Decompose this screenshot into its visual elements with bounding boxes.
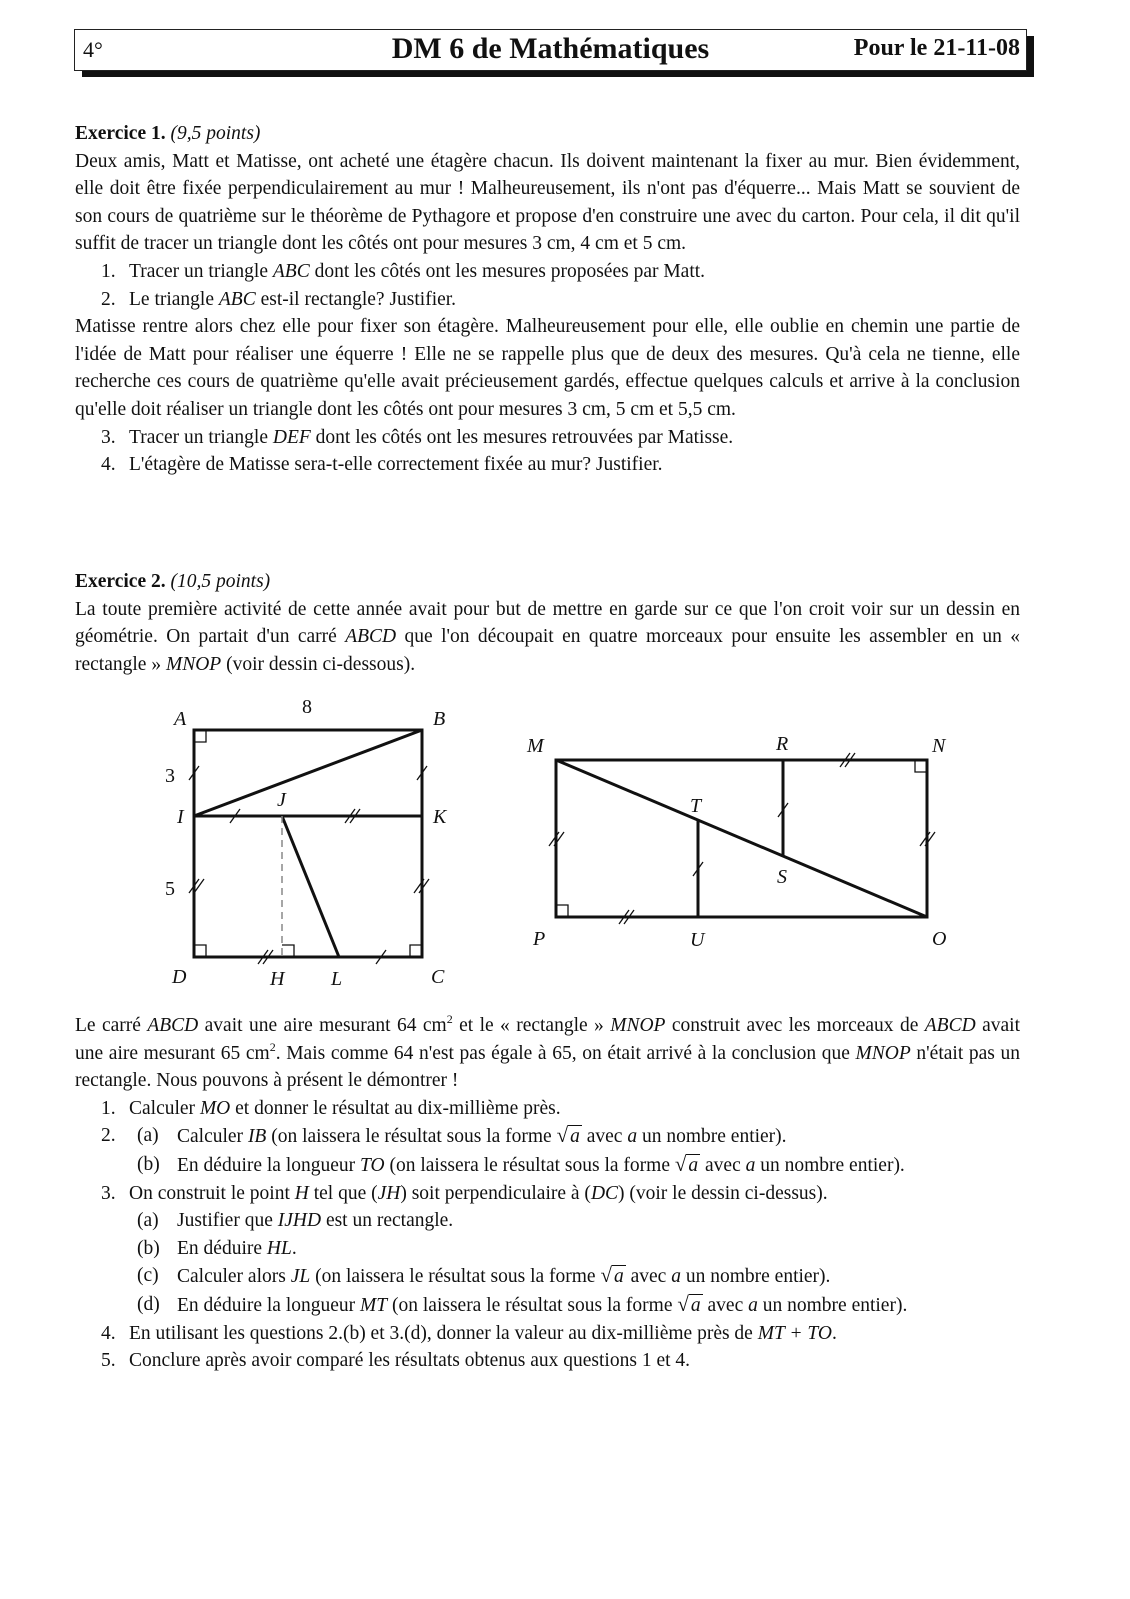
right-angle-mark bbox=[410, 945, 422, 957]
math-var: DC bbox=[590, 1182, 619, 1204]
right-angle-mark bbox=[282, 945, 294, 957]
exponent: 2 bbox=[269, 1039, 276, 1054]
ex2-question-2b bbox=[75, 1151, 1020, 1180]
text: Le carré bbox=[75, 1015, 148, 1036]
math-var: a bbox=[671, 1266, 681, 1288]
point-label-n: N bbox=[932, 735, 946, 757]
point-label-d: D bbox=[172, 966, 187, 988]
right-angle-mark bbox=[556, 905, 568, 917]
math-var: JH bbox=[377, 1182, 401, 1204]
text: avait une aire mesurant 65 cm bbox=[75, 1015, 1020, 1064]
ex2-question-2a bbox=[75, 1122, 1020, 1151]
point-label-r: R bbox=[776, 733, 789, 755]
figure-rectangle-mnop bbox=[549, 753, 935, 924]
math-var: TO bbox=[360, 1154, 385, 1176]
text: (voir dessin ci-dessous). bbox=[221, 653, 416, 675]
question-text: un nombre entier). bbox=[637, 1126, 787, 1148]
question-number: 3. bbox=[101, 426, 116, 448]
math-var: ABC bbox=[272, 260, 310, 282]
text: n'était pas un rectangle. Nous pouvons à présent le démontrer ! bbox=[75, 1042, 1020, 1092]
ex2-question-3d bbox=[75, 1291, 1020, 1320]
question-text: (on laissera le résultat sous la forme bbox=[310, 1266, 601, 1288]
exercise-2-title: Exercice 2. bbox=[75, 571, 166, 592]
point-label-u: U bbox=[690, 929, 705, 951]
question-text: Tracer un triangle bbox=[129, 426, 273, 448]
math-var: MNOP bbox=[855, 1042, 911, 1064]
exercise-2-body bbox=[75, 1012, 1020, 1375]
math-var: HL bbox=[266, 1237, 292, 1259]
square-outline bbox=[194, 730, 422, 957]
ex2-question-4 bbox=[75, 1320, 1020, 1348]
point-label-o: O bbox=[932, 928, 947, 950]
math-var: JL bbox=[290, 1266, 311, 1288]
question-text: Calculer bbox=[177, 1126, 248, 1148]
question-number: 4. bbox=[101, 454, 116, 476]
math-var: IJHD bbox=[277, 1210, 322, 1232]
exercise-2-statement bbox=[75, 1012, 1020, 1095]
subquestion-label: (b) bbox=[137, 1153, 160, 1175]
question-text: Justifier que bbox=[177, 1210, 278, 1232]
sqrt-expression bbox=[600, 1263, 625, 1288]
question-text: Conclure après avoir comparé les résultats obtenus aux questions 1 et 4. bbox=[129, 1350, 691, 1372]
question-text: un nombre entier). bbox=[680, 1266, 831, 1288]
ex2-question-3a bbox=[75, 1207, 1020, 1235]
question-text: On construit le point bbox=[129, 1182, 295, 1204]
segment-jl bbox=[282, 816, 339, 957]
subquestion-label: (b) bbox=[137, 1237, 160, 1259]
point-label-t: T bbox=[690, 795, 702, 817]
question-number: 2. bbox=[101, 1125, 116, 1147]
point-label-c: C bbox=[431, 966, 445, 988]
question-number: 4. bbox=[101, 1322, 116, 1344]
question-text: Tracer un triangle bbox=[129, 260, 273, 282]
radical-sign: √ bbox=[674, 1151, 687, 1176]
math-var: ABCD bbox=[345, 626, 397, 648]
ex2-question-1 bbox=[75, 1095, 1020, 1123]
point-label-b: B bbox=[433, 708, 446, 730]
question-text: est-il rectangle? Justifier. bbox=[255, 288, 457, 310]
question-text: ) soit perpendiculaire à ( bbox=[400, 1182, 591, 1204]
right-angle-mark bbox=[915, 760, 927, 772]
math-var: H bbox=[294, 1182, 309, 1204]
length-label-ab: 8 bbox=[302, 696, 312, 718]
question-number: 2. bbox=[101, 288, 116, 310]
text: . Mais comme 64 n'est pas égale à 65, on était arrivé à la conclusion que bbox=[275, 1042, 856, 1064]
text: avait une aire mesurant 64 cm bbox=[198, 1015, 447, 1036]
sqrt-expression bbox=[556, 1123, 582, 1148]
question-text: En déduire bbox=[177, 1237, 267, 1259]
question-number: 5. bbox=[101, 1350, 116, 1372]
exercise-1-points: (9,5 points) bbox=[170, 123, 261, 144]
page-title: DM 6 de Mathématiques bbox=[391, 32, 710, 65]
math-var: a bbox=[748, 1294, 758, 1316]
ex2-question-3 bbox=[75, 1180, 1020, 1208]
question-text: ) (voir le dessin ci-dessus). bbox=[618, 1182, 828, 1204]
math-var: MO bbox=[199, 1097, 231, 1119]
exponent: 2 bbox=[446, 1012, 453, 1026]
radical-sign: √ bbox=[556, 1123, 569, 1148]
point-label-i: I bbox=[177, 806, 184, 828]
question-text: et donner le résultat au dix-millième près. bbox=[230, 1097, 561, 1119]
question-text: Calculer bbox=[129, 1097, 200, 1119]
header-due-date: Pour le 21-11-08 bbox=[853, 35, 1020, 61]
exercise-1-title: Exercice 1. bbox=[75, 123, 166, 144]
length-label-id: 5 bbox=[165, 878, 175, 900]
question-text: tel que ( bbox=[308, 1182, 378, 1204]
point-label-h: H bbox=[270, 968, 285, 990]
text: et le « rectangle » bbox=[452, 1015, 611, 1036]
math-var: a bbox=[570, 1126, 580, 1148]
question-text: . bbox=[291, 1237, 297, 1259]
question-text: (on laissera le résultat sous la forme bbox=[384, 1154, 675, 1176]
math-var: IB bbox=[247, 1126, 267, 1148]
math-var: MNOP bbox=[165, 653, 222, 675]
right-angle-mark bbox=[194, 730, 206, 742]
question-text: dont les côtés ont les mesures retrouvées par Matisse. bbox=[310, 426, 734, 448]
text: construit avec les morceaux de bbox=[665, 1015, 925, 1036]
point-label-s: S bbox=[777, 866, 787, 888]
question-text: En déduire la longueur bbox=[177, 1294, 361, 1316]
radical-sign: √ bbox=[677, 1291, 689, 1316]
question-text: En déduire la longueur bbox=[177, 1154, 361, 1176]
point-label-k: K bbox=[433, 806, 447, 828]
question-text: En utilisant les questions 2.(b) et 3.(d), donner la valeur au dix-millième près de bbox=[129, 1322, 758, 1344]
length-label-ai: 3 bbox=[165, 765, 175, 787]
ex2-question-5 bbox=[75, 1347, 1020, 1375]
math-var: ABC bbox=[218, 288, 256, 310]
ex2-question-3b bbox=[75, 1235, 1020, 1263]
question-text: avec bbox=[702, 1294, 749, 1316]
math-var: ABCD bbox=[147, 1015, 199, 1036]
segment-ib bbox=[194, 730, 422, 816]
math-var: MT + TO bbox=[757, 1322, 832, 1344]
subquestion-label: (c) bbox=[137, 1265, 159, 1287]
question-number: 1. bbox=[101, 260, 116, 282]
text: La toute première activité de cette année avait pour but de mettre en garde sur ce que l'on croit voir sur un dessin en géométrie. On partait d'un carré bbox=[75, 598, 1020, 648]
question-text: dont les côtés ont les mesures proposées par Matt. bbox=[309, 260, 706, 282]
question-text: L'étagère de Matisse sera-t-elle correctement fixée au mur? Justifier. bbox=[129, 454, 663, 476]
point-label-l: L bbox=[331, 968, 343, 990]
figure-square-abcd bbox=[189, 730, 429, 964]
point-label-p: P bbox=[533, 928, 546, 950]
question-text: un nombre entier). bbox=[755, 1154, 905, 1176]
math-var: ABCD bbox=[924, 1015, 976, 1036]
math-var: a bbox=[688, 1154, 699, 1176]
question-text: (on laissera le résultat sous la forme bbox=[266, 1126, 557, 1148]
question-text: avec bbox=[625, 1266, 672, 1288]
math-var: a bbox=[745, 1154, 756, 1176]
exercise-2-points: (10,5 points) bbox=[170, 571, 271, 592]
point-label-a: A bbox=[174, 708, 187, 730]
sqrt-expression bbox=[677, 1291, 702, 1316]
question-text: avec bbox=[581, 1126, 628, 1148]
question-text: un nombre entier). bbox=[757, 1294, 908, 1316]
question-text: est un rectangle. bbox=[321, 1210, 454, 1232]
question-number: 1. bbox=[101, 1097, 116, 1119]
math-var: MNOP bbox=[610, 1015, 666, 1036]
question-text: (on laissera le résultat sous la forme bbox=[387, 1294, 678, 1316]
right-angle-mark bbox=[194, 945, 206, 957]
math-var: DEF bbox=[272, 426, 311, 448]
sqrt-expression bbox=[674, 1151, 700, 1176]
question-text: Calculer alors bbox=[177, 1266, 291, 1288]
math-var: a bbox=[690, 1294, 701, 1316]
subquestion-label: (a) bbox=[137, 1210, 159, 1232]
question-text: . bbox=[831, 1322, 837, 1344]
text: que l'on découpait en quatre morceaux pour ensuite les assembler en un « rectangle » bbox=[75, 626, 1020, 675]
exercise-1-intro: Deux amis, Matt et Matisse, ont acheté une étagère chacun. Ils doivent maintenant la fixer au mur. Bien évidemment, elle doit être fixée perpendiculairement au mur ! Malheureusement, ils n'ont pas d'équerre... Mais Matt se souvient de son cours de quatrième sur le théorème de Pythagore et propose d'en construire une avec du carton. Pour cela, il dit qu'il suffit de tracer un triangle dont les côtés ont pour mesures 3 cm, 4 cm et 5 cm. bbox=[75, 150, 1020, 255]
math-var: MT bbox=[360, 1294, 388, 1316]
figure-square-labels bbox=[171, 708, 448, 990]
subquestion-label: (d) bbox=[137, 1293, 160, 1315]
radical-sign: √ bbox=[600, 1263, 612, 1288]
question-text: Le triangle bbox=[129, 288, 219, 310]
segment-mo-diagonal bbox=[556, 760, 927, 917]
ex2-question-3c bbox=[75, 1262, 1020, 1291]
exercise-1-middle: Matisse rentre alors chez elle pour fixer son étagère. Malheureusement pour elle, elle oublie en chemin une partie de l'idée de Matt pour réaliser une équerre ! Elle ne se rappelle plus que de deux des mesures. Qu'à cela ne tienne, elle recherche ces cours de quatrième qu'elle avait précieusement gardés, effectue quelques calculs et arrive à la conclusion qu'elle doit réaliser un triangle dont les côtés ont pour mesures 3 cm, 5 cm et 5,5 cm. bbox=[75, 316, 1020, 420]
point-label-j: J bbox=[277, 789, 286, 811]
math-var: a bbox=[614, 1266, 624, 1288]
point-label-m: M bbox=[527, 735, 544, 757]
math-var: a bbox=[627, 1126, 638, 1148]
question-text: avec bbox=[700, 1154, 746, 1176]
subquestion-label: (a) bbox=[137, 1125, 159, 1147]
question-number: 3. bbox=[101, 1182, 116, 1204]
header-level: 4° bbox=[83, 37, 103, 62]
